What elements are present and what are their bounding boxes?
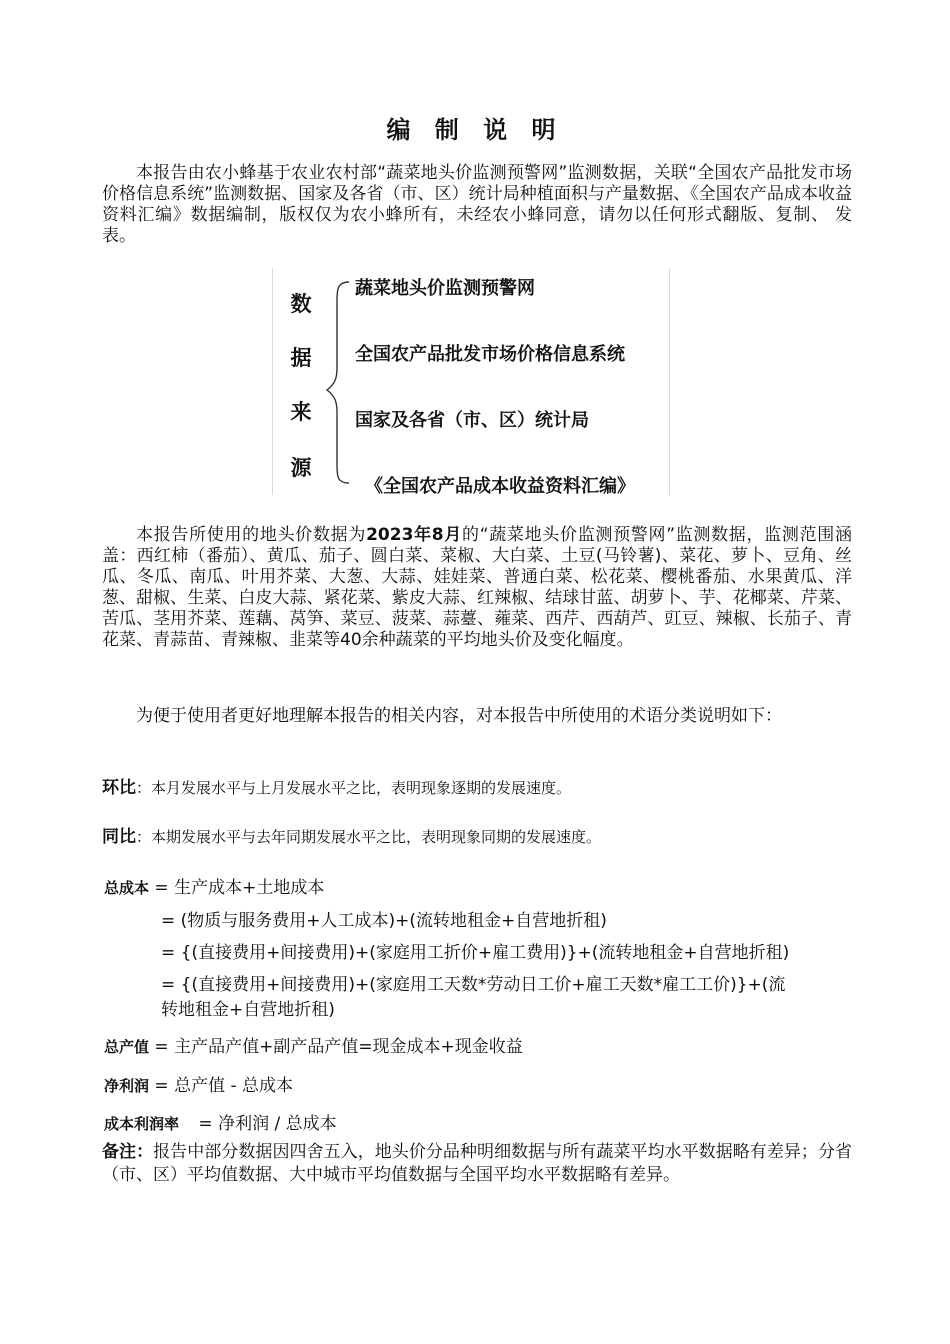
term-definition: ：本期发展水平与去年同期发展水平之比，表明现象同期的发展速度。	[136, 828, 602, 846]
figure-label-char: 来	[290, 400, 312, 424]
curly-brace-icon	[323, 280, 353, 485]
formula-line: = (物质与服务费用+人工成本)+(流转地租金+自营地折租)	[161, 911, 607, 931]
formula-line: = 生产成本+土地成本	[154, 878, 325, 898]
term-yoy	[102, 822, 601, 847]
formula-line: 转地租金+自营地折租)	[161, 1000, 335, 1020]
formula-total-cost	[104, 873, 324, 898]
scope-body: 的“蔬菜地头价监测预警网”监测数据，监测范围涵盖：西红柿（番茄）、黄瓜、茄子、圆白菜、菜椒、大白菜、土豆(马铃薯)、菜花、萝卜、豆角、丝瓜、冬瓜、南瓜、叶用芥菜、大葱、大蒜、娃娃菜、普通白菜、松花菜、樱桃番茄、水果黄瓜、洋葱、甜椒、生菜、白皮大蒜、紧花菜、紫皮大蒜、红辣椒、结球甘蓝、胡萝卜、芋、花椰菜、芹菜、苦瓜、茎用芥菜、莲藕、莴笋、菜豆、菠菜、蒜薹、蕹菜、西芹、西葫芦、豇豆、辣椒、长茄子、青花菜、青蒜苗、青辣椒、韭菜等40余种蔬菜的平均地头价及变化幅度。	[102, 525, 852, 650]
note-text: 报告中部分数据因四舍五入，地头价分品种明细数据与所有蔬菜平均水平数据略有差异；分省（市、区）平均值数据、大中城市平均值数据与全国平均水平数据略有差异。	[102, 1142, 852, 1185]
scope-date: 2023年8月	[366, 525, 463, 545]
formula-name: 成本利润率	[104, 1115, 180, 1133]
scope-prefix: 本报告所使用的地头价数据为	[136, 525, 367, 545]
data-source-item: 全国农产品批发市场价格信息系统	[355, 344, 625, 365]
term-name: 同比	[102, 827, 136, 847]
intro-paragraph: 本报告由农小蜂基于农业农村部“蔬菜地头价监测预警网”监测数据，关联“全国农产品批发市场价格信息系统”监测数据、国家及各省（市、区）统计局种植面积与产量数据、《全国农产品成本收益资料汇编》数据编制，版权仅为农小蜂所有，未经农小蜂同意，请勿以任何形式翻版、复制、 发表。	[102, 163, 852, 246]
formula-total-output	[104, 1032, 523, 1057]
note-paragraph	[102, 1141, 852, 1187]
term-mom	[102, 773, 571, 798]
figure-label-char: 数	[290, 292, 312, 316]
formula-text: = 净利润 / 总成本	[198, 1114, 337, 1134]
formula-name: 净利润	[104, 1077, 150, 1095]
page-title: 编 制 说 明	[386, 116, 564, 144]
note-label: 备注：	[102, 1142, 154, 1162]
figure-label-char: 源	[290, 456, 312, 480]
formula-name: 总产值	[104, 1038, 150, 1056]
formula-name: 总成本	[104, 879, 150, 897]
formula-net-profit	[104, 1071, 293, 1096]
scope-paragraph	[102, 525, 852, 651]
formula-line: = {(直接费用+间接费用)+(家庭用工天数*劳动日工价+雇工天数*雇工工价)}+(流	[161, 975, 786, 995]
figure-label-char: 据	[290, 346, 312, 370]
terms-intro-paragraph: 为便于使用者更好地理解本报告的相关内容，对本报告中所使用的术语分类说明如下：	[136, 706, 782, 726]
term-definition: ：本月发展水平与上月发展水平之比，表明现象逐期的发展速度。	[136, 779, 572, 797]
formula-line: = {(直接费用+间接费用)+(家庭用工折价+雇工费用)}+(流转地租金+自营地折租)	[161, 943, 790, 963]
data-source-item: 《全国农产品成本收益资料汇编》	[365, 476, 635, 497]
term-name: 环比	[102, 778, 136, 798]
data-source-figure	[272, 268, 670, 495]
formula-profit-rate	[104, 1109, 337, 1134]
formula-text: = 总产值 - 总成本	[154, 1076, 294, 1096]
data-source-item: 国家及各省（市、区）统计局	[355, 410, 589, 431]
data-source-item: 蔬菜地头价监测预警网	[355, 278, 535, 299]
formula-text: = 主产品产值+副产品产值=现金成本+现金收益	[154, 1037, 523, 1057]
